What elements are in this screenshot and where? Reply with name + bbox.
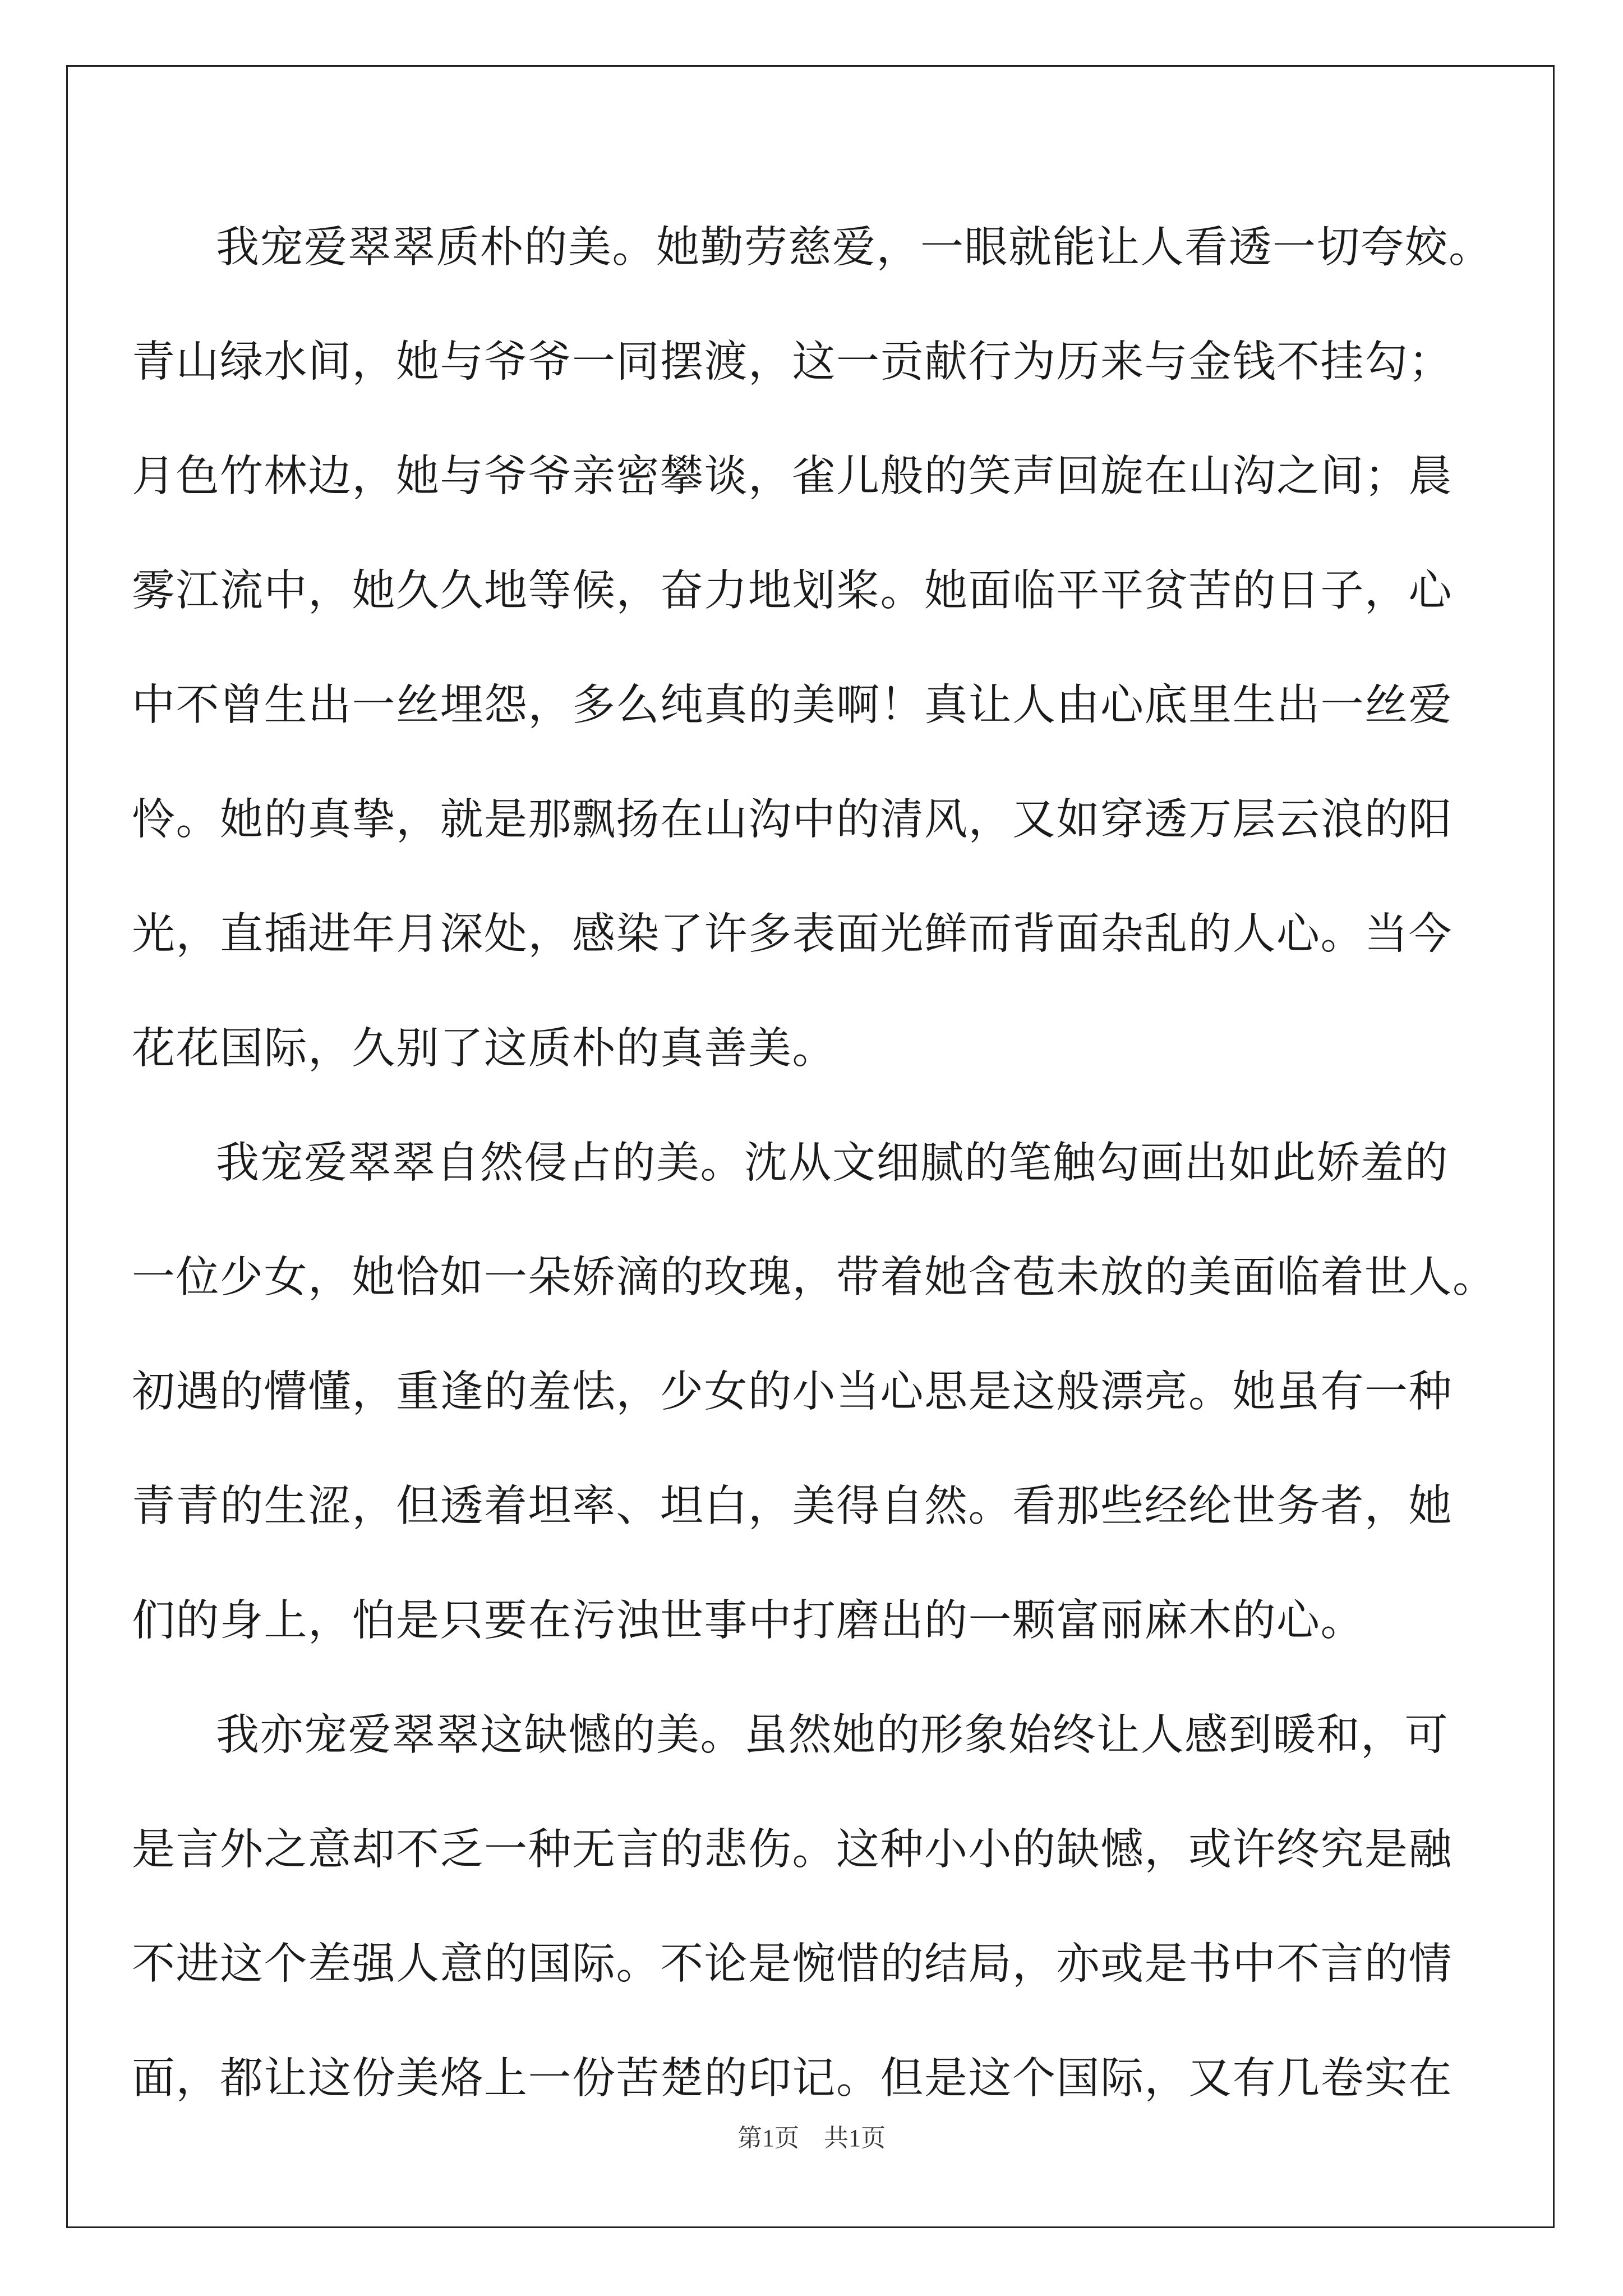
paragraph-3-line-3: 不进这个差强人意的国际。不论是惋惜的结局，亦或是书中不言的情: [132, 1939, 1453, 1989]
document-body: [132, 191, 1497, 2104]
paragraph-1-line-6: 怜。她的真挚，就是那飘扬在山沟中的清风，又如穿透万层云浪的阳: [132, 795, 1453, 845]
paragraph-2-line-2: 一位少女，她恰如一朵娇滴的玫瑰，带着她含苞未放的美面临着世人。: [132, 1253, 1497, 1303]
paragraph-1-line-4: 雾江流中，她久久地等候，奋力地划桨。她面临平平贫苦的日子，心: [132, 566, 1453, 616]
paragraph-2-line-5: 们的身上，怕是只要在污浊世事中打磨出的一颗富丽麻木的心。: [132, 1596, 1364, 1646]
paragraph-2-line-3: 初遇的懵懂，重逢的羞怯，少女的小当心思是这般漂亮。她虽有一种: [132, 1367, 1453, 1417]
paragraph-1-line-1: 我宠爱翠翠质朴的美。她勤劳慈爱，一眼就能让人看透一切夸姣。: [216, 223, 1493, 273]
paragraph-3-line-1: 我亦宠爱翠翠这缺憾的美。虽然她的形象始终让人感到暖和，可: [216, 1710, 1449, 1760]
paragraph-2-line-4: 青青的生涩，但透着坦率、坦白，美得自然。看那些经纶世务者，她: [132, 1481, 1453, 1531]
paragraph-1-line-7: 光，直插进年月深处，感染了许多表面光鲜而背面杂乱的人心。当今: [132, 909, 1453, 959]
paragraph-3-line-4: 面，都让这份美烙上一份苦楚的印记。但是这个国际，又有几卷实在: [132, 2054, 1453, 2104]
paragraph-3-line-2: 是言外之意却不乏一种无言的悲伤。这种小小的缺憾，或许终究是融: [132, 1825, 1453, 1875]
paragraph-2-line-1: 我宠爱翠翠自然侵占的美。沈从文细腻的笔触勾画出如此娇羞的: [216, 1138, 1449, 1188]
page-number-footer: 第1页 共1页: [737, 2124, 886, 2152]
paragraph-1-line-2: 青山绿水间，她与爷爷一同摆渡，这一贡献行为历来与金钱不挂勾；: [132, 337, 1453, 387]
paragraph-1-line-3: 月色竹林边，她与爷爷亲密攀谈，雀儿般的笑声回旋在山沟之间；晨: [132, 452, 1453, 501]
paragraph-1-line-8: 花花国际，久别了这质朴的真善美。: [132, 1024, 836, 1074]
paragraph-1-line-5: 中不曾生出一丝埋怨，多么纯真的美啊！真让人由心底里生出一丝爱: [132, 680, 1453, 730]
